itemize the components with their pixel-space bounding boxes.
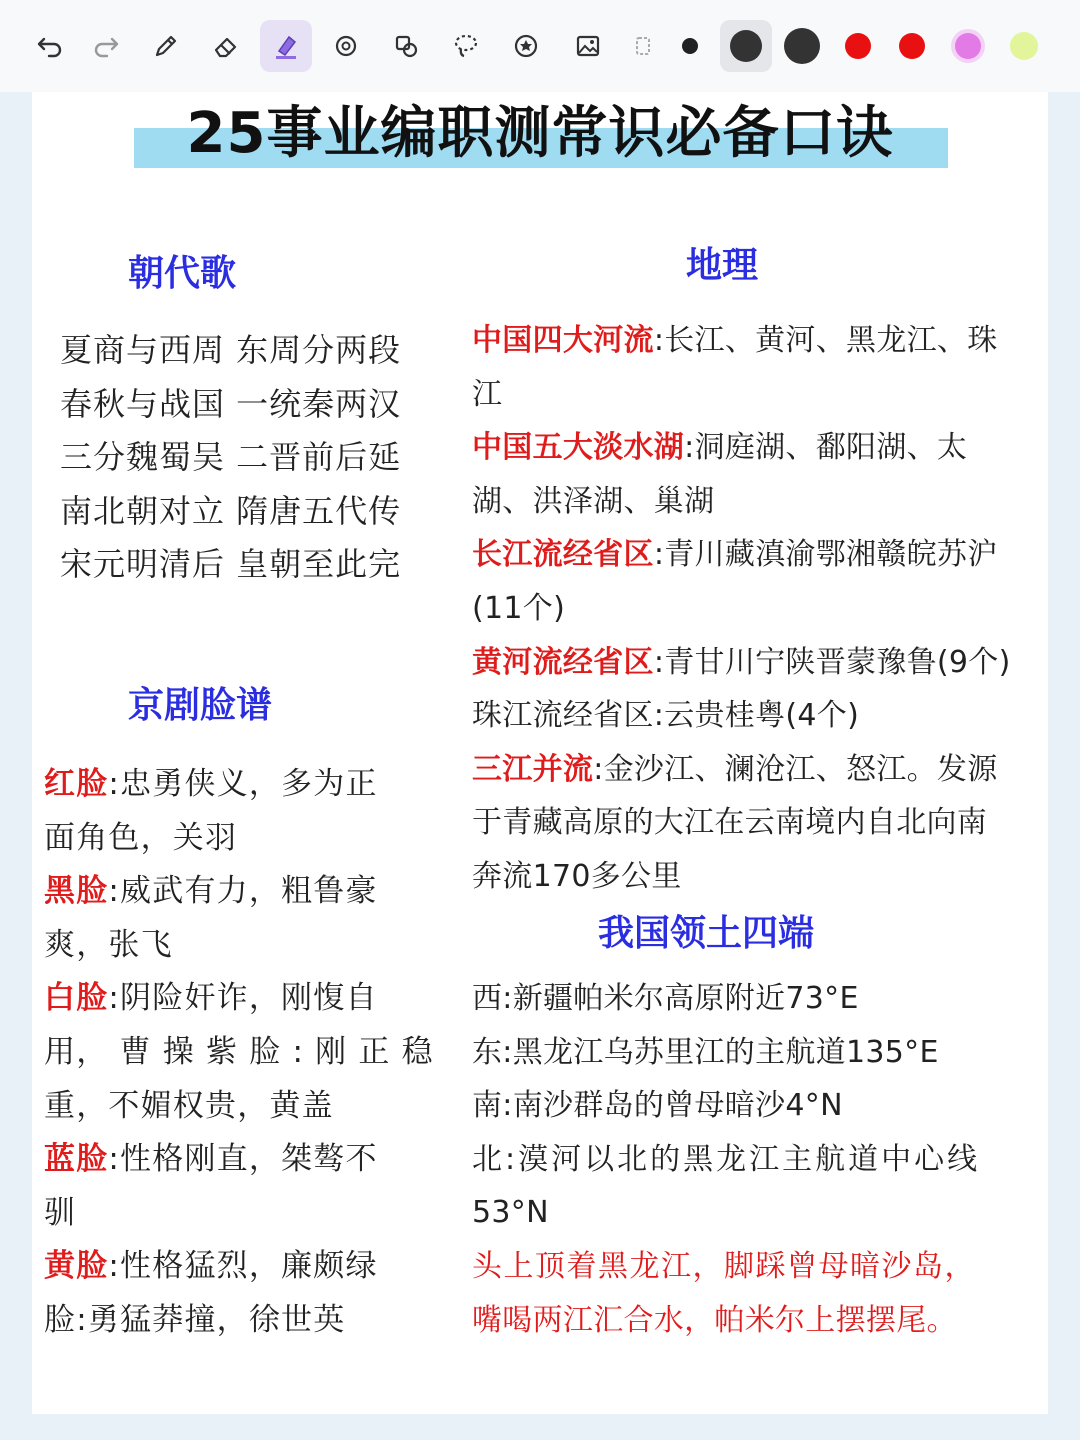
sticker-icon[interactable] bbox=[500, 20, 552, 72]
geo-line bbox=[472, 528, 1011, 582]
territory-rhyme: 头上顶着黑龙江，脚踩曾母暗沙岛， bbox=[472, 1248, 976, 1284]
geo-text: :金沙江、澜沧江、怒江。发源 bbox=[593, 751, 998, 787]
dynasty-line: 夏商与西周 东周分两段 bbox=[60, 331, 402, 369]
geo-text: :长江、黄河、黑龙江、珠 bbox=[653, 323, 998, 358]
geo-line: 于青藏高原的大江在云南境内自北向南 bbox=[472, 805, 988, 841]
yellow-face-key: 黄脸 bbox=[44, 1248, 109, 1285]
geo-line: (11个) bbox=[472, 590, 566, 626]
color-swatch-pink[interactable] bbox=[942, 20, 994, 72]
opera-text: :阴险奸诈，刚愎自 bbox=[108, 980, 378, 1017]
eraser-icon[interactable] bbox=[200, 20, 252, 72]
geo-text: :洞庭湖、鄱阳湖、太 bbox=[684, 430, 968, 466]
opera-line: 重，不媚权贵，黄盖 bbox=[44, 1087, 334, 1124]
blue-face-key: 蓝脸 bbox=[44, 1141, 109, 1178]
geo-line bbox=[472, 421, 1011, 475]
opera-line bbox=[44, 1240, 434, 1294]
color-swatch-dark-medium[interactable] bbox=[720, 20, 772, 72]
opera-line bbox=[44, 972, 434, 1026]
opera-line: 面角色，关羽 bbox=[44, 819, 238, 856]
shape-icon[interactable] bbox=[320, 20, 372, 72]
opera-line bbox=[44, 758, 434, 812]
text-box-icon[interactable] bbox=[618, 20, 670, 72]
territory-west: 西:新疆帕米尔高原附近73°E bbox=[472, 981, 859, 1016]
white-face-key: 白脸 bbox=[44, 980, 109, 1017]
territory-north-value: 53°N bbox=[472, 1195, 549, 1231]
opera-heading: 京剧脸谱 bbox=[128, 685, 273, 726]
dynasty-line: 春秋与战国 一统秦两汉 bbox=[60, 384, 402, 423]
geo-list bbox=[472, 314, 1011, 904]
territory-rhyme: 嘴喝两江汇合水，帕米尔上摆摆尾。 bbox=[472, 1302, 957, 1338]
territory-north: 北:漠河以北的黑龙江主航道中心线 bbox=[472, 1141, 981, 1177]
redo-icon[interactable] bbox=[80, 20, 132, 72]
yellow-river-key: 黄河流经省区 bbox=[472, 644, 654, 680]
rivers-key: 中国四大河流 bbox=[472, 323, 654, 358]
geo-text: :青川藏滇渝鄂湘赣皖苏沪 bbox=[653, 537, 998, 573]
opera-text: :忠勇侠义，多为正 bbox=[108, 766, 378, 802]
geo-heading: 地理 bbox=[686, 245, 759, 286]
three-rivers-key: 三江并流 bbox=[472, 751, 594, 787]
geo-text: :青甘川宁陕晋蒙豫鲁(9个) bbox=[653, 644, 1011, 680]
black-face-key: 黑脸 bbox=[44, 873, 109, 910]
opera-line bbox=[44, 865, 434, 919]
color-swatch-red[interactable] bbox=[832, 20, 884, 72]
territory-list bbox=[472, 972, 980, 1347]
geo-line bbox=[472, 636, 1011, 690]
color-swatch-yellow-green[interactable] bbox=[998, 20, 1050, 72]
image-edit-icon[interactable] bbox=[380, 20, 432, 72]
geo-line: 江 bbox=[472, 376, 503, 412]
geo-line: 珠江流经省区:云贵桂粤(4个) bbox=[472, 698, 860, 734]
opera-list bbox=[44, 758, 434, 1348]
note-page bbox=[32, 92, 1048, 1414]
dynasty-line: 三分魏蜀吴 二晋前后延 bbox=[60, 438, 402, 477]
opera-text: :性格猛烈，廉颇绿 bbox=[108, 1248, 378, 1285]
opera-line: 脸:勇猛莽撞，徐世英 bbox=[44, 1301, 346, 1338]
geo-line bbox=[472, 314, 1011, 368]
page-title: 25事业编职测常识必备口诀 bbox=[186, 101, 894, 166]
lasso-icon[interactable] bbox=[440, 20, 492, 72]
color-swatch-dark-large[interactable] bbox=[776, 20, 828, 72]
pen-icon[interactable] bbox=[140, 20, 192, 72]
lakes-key: 中国五大淡水湖 bbox=[472, 430, 685, 466]
drawing-toolbar bbox=[0, 0, 1080, 92]
geo-line: 奔流170多公里 bbox=[472, 858, 682, 894]
dynasty-poem bbox=[60, 324, 401, 592]
undo-icon[interactable] bbox=[24, 20, 76, 72]
highlighter-icon[interactable] bbox=[260, 20, 312, 72]
opera-line: 用， 曹 操 紫 脸 : 刚 正 稳 bbox=[44, 1033, 434, 1070]
color-swatch-red-2[interactable] bbox=[886, 20, 938, 72]
territory-south: 南:南沙群岛的曾母暗沙4°N bbox=[472, 1088, 843, 1124]
image-icon[interactable] bbox=[562, 20, 614, 72]
dynasty-line: 宋元明清后 皇朝至此完 bbox=[60, 545, 402, 584]
territory-heading: 我国领土四端 bbox=[598, 913, 815, 954]
title-block bbox=[32, 92, 1048, 202]
opera-line: 驯 bbox=[44, 1194, 77, 1231]
color-swatch-black-small[interactable] bbox=[664, 20, 716, 72]
territory-east: 东:黑龙江乌苏里江的主航道135°E bbox=[472, 1034, 939, 1070]
yangtze-key: 长江流经省区 bbox=[472, 537, 654, 573]
red-face-key: 红脸 bbox=[44, 766, 109, 802]
opera-line bbox=[44, 1133, 434, 1187]
opera-text: :性格刚直，桀骜不 bbox=[108, 1141, 378, 1178]
geo-line: 湖、洪泽湖、巢湖 bbox=[472, 483, 715, 519]
geo-line bbox=[472, 743, 1011, 797]
dynasty-heading: 朝代歌 bbox=[128, 253, 237, 294]
opera-line: 爽，张飞 bbox=[44, 926, 173, 963]
dynasty-line: 南北朝对立 隋唐五代传 bbox=[60, 491, 402, 530]
opera-text: :威武有力，粗鲁豪 bbox=[108, 873, 378, 910]
